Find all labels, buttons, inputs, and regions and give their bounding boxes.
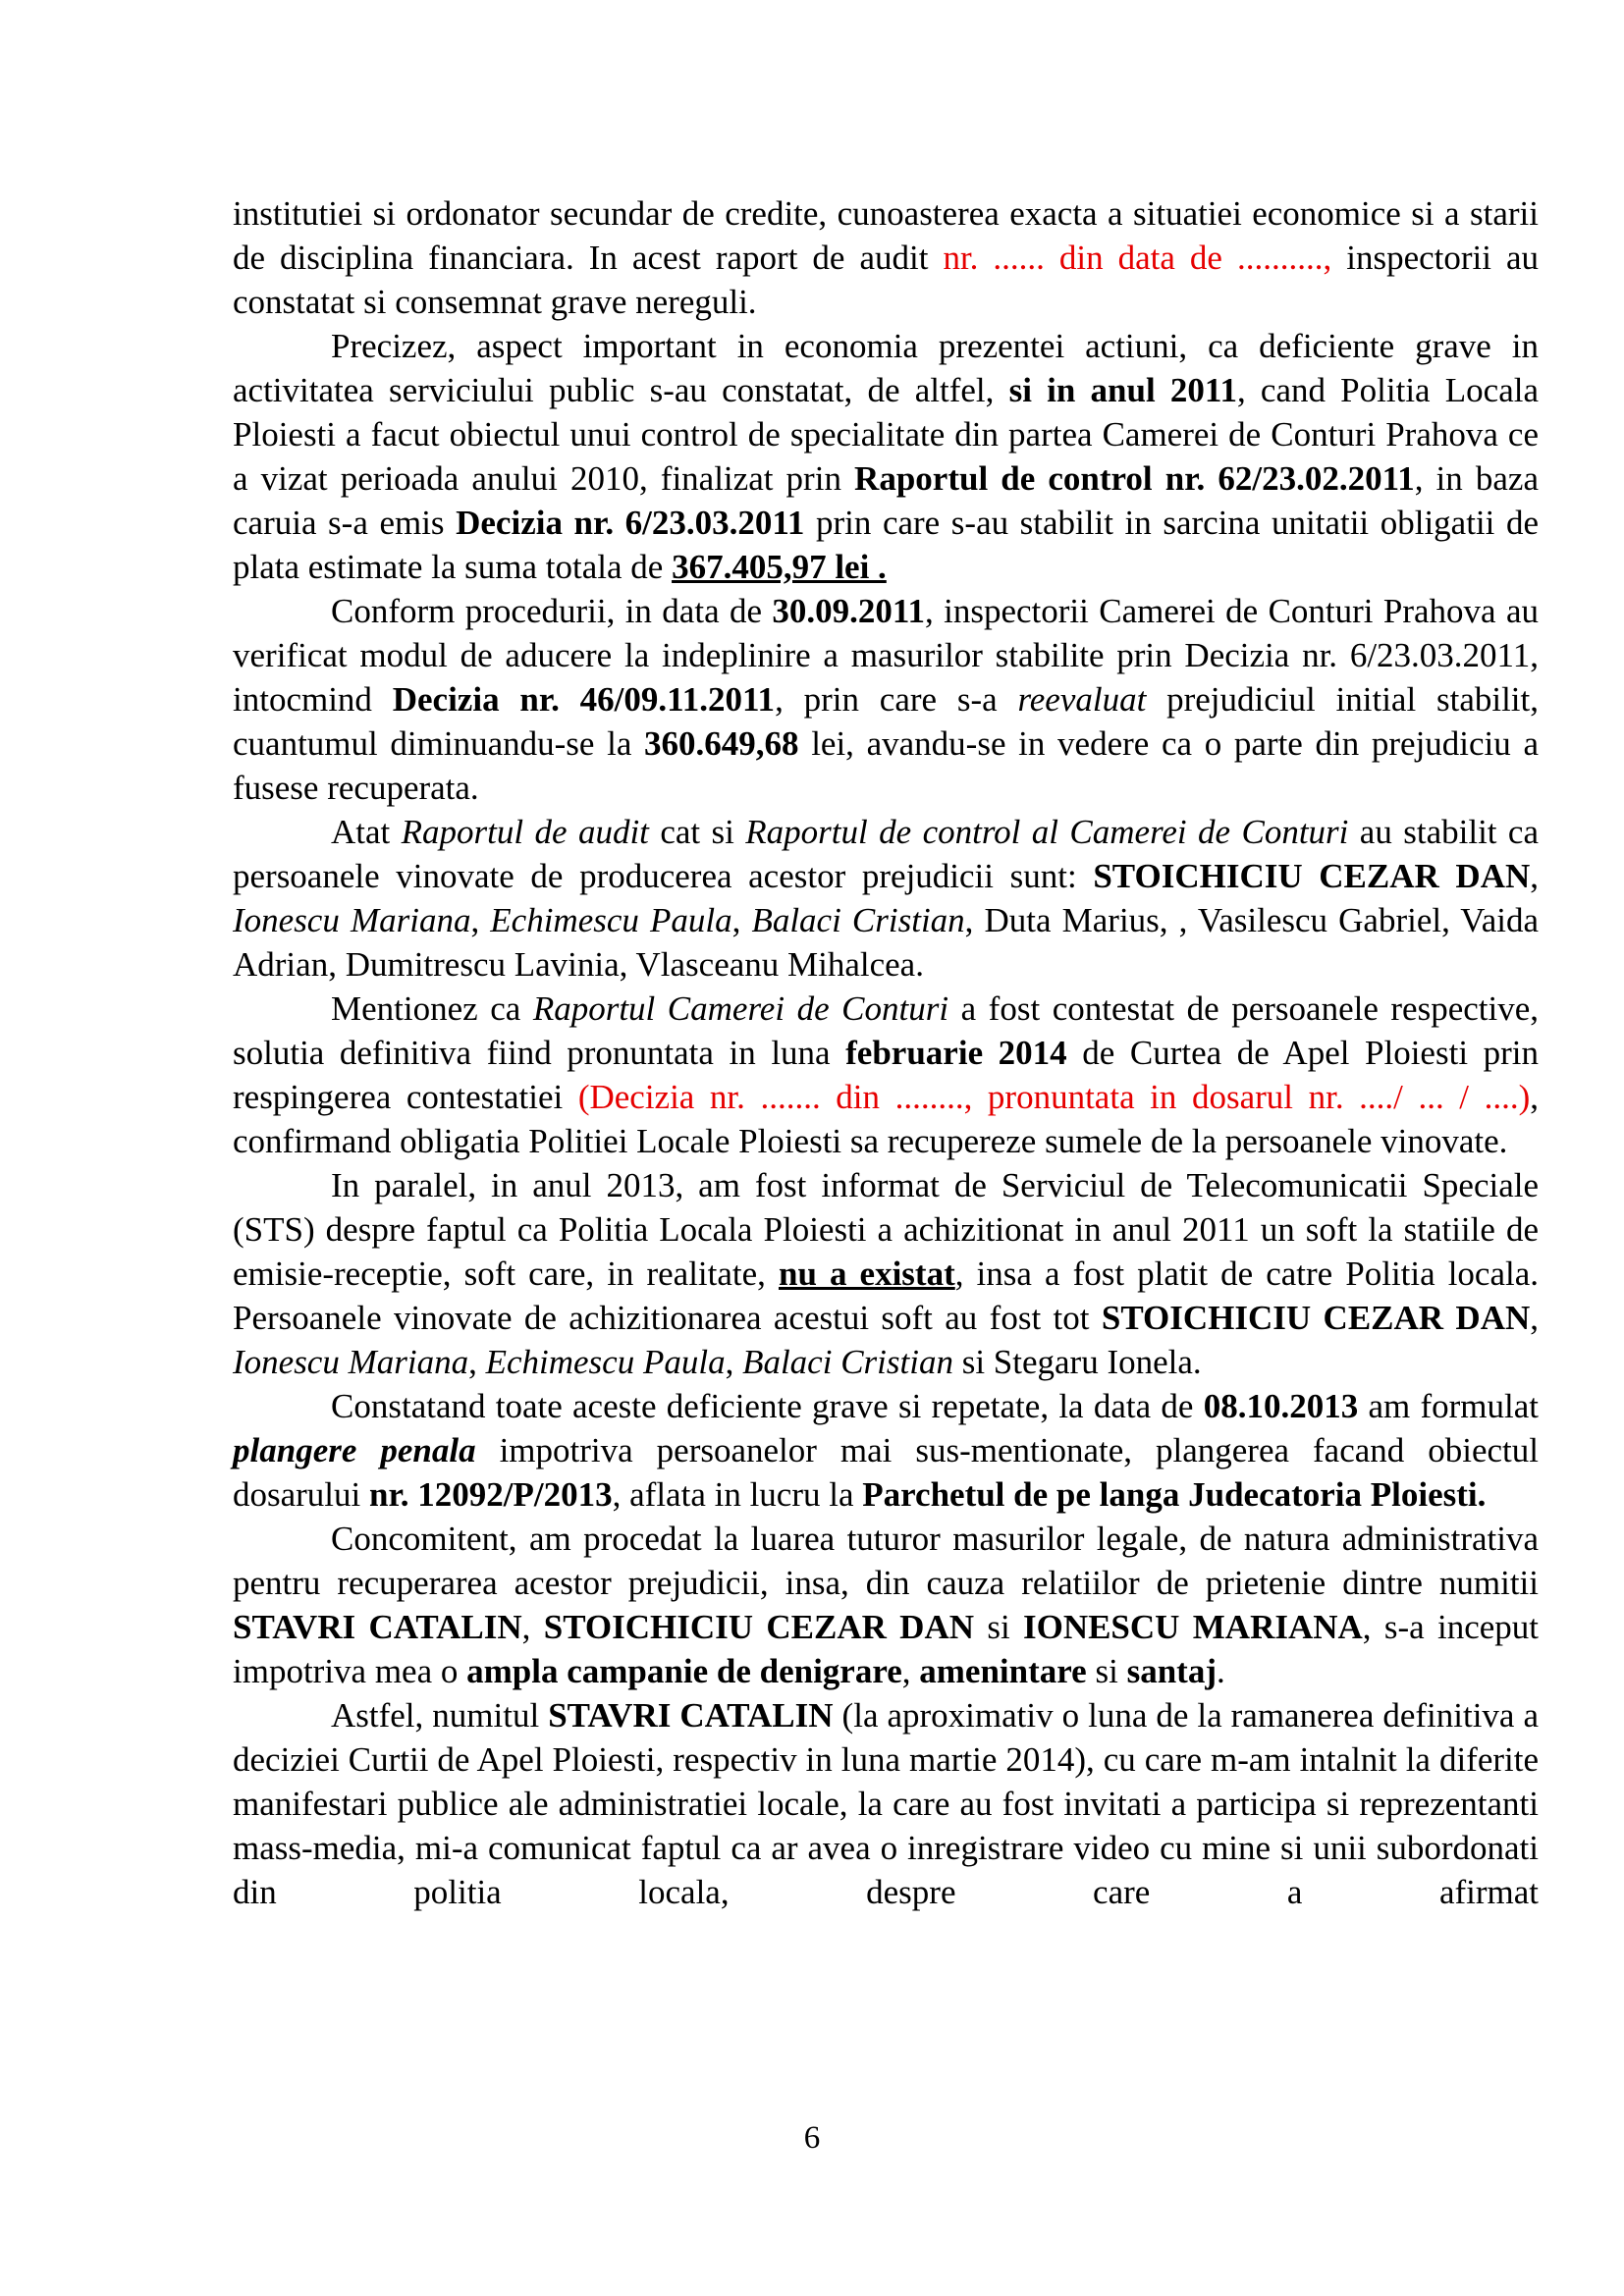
text-run: , prin care s-a xyxy=(775,680,1018,719)
text-run: si xyxy=(974,1608,1023,1646)
text-run: au stabilit ca persoanele vinovate de producerea acestor prejudicii sunt: xyxy=(233,813,1539,895)
text-run: si in anul 2011 xyxy=(1008,371,1237,409)
text-run: , confirmand obligatia Politiei Locale Ploiesti sa recupereze sumele de la persoanele vinovate. xyxy=(233,1078,1539,1160)
text-run: , cand Politia Locala Ploiesti a facut obiectul unui control de specialitate din partea Camerei de Conturi Prahova ce a vizat perioada anului 2010, finalizat prin xyxy=(233,371,1539,498)
text-run: STAVRI CATALIN xyxy=(548,1696,834,1735)
text-run: , xyxy=(901,1652,920,1690)
text-run: STOICHICIU CEZAR DAN xyxy=(543,1608,975,1646)
text-run: , xyxy=(521,1608,544,1646)
text-run: , xyxy=(725,1343,743,1381)
text-run: Balaci Cristian xyxy=(751,901,965,939)
text-run: , in baza caruia s-a emis xyxy=(233,459,1539,542)
text-run: institutiei si ordonator secundar de credite, cunoasterea exacta a situatiei economice si a starii de disciplina financiara. In acest raport de audit xyxy=(233,194,1539,277)
paragraph-5 xyxy=(233,987,1539,1163)
text-run: lei, avandu-se in vedere ca o parte din prejudiciu a fusese recuperata. xyxy=(233,724,1539,807)
text-run: Raportul Camerei de Conturi xyxy=(532,989,949,1028)
text-run: si xyxy=(1086,1652,1127,1690)
document-body xyxy=(233,191,1539,1914)
text-run: santaj xyxy=(1126,1652,1217,1690)
text-run: Ionescu Mariana xyxy=(233,901,471,939)
text-run: nu a existat xyxy=(778,1255,955,1293)
text-run: 367.405,97 lei . xyxy=(672,548,887,586)
text-run: , inspectorii Camerei de Conturi Prahova au verificat modul de aducere la indeplinire a masurilor stabilite prin Decizia nr. 6/23.03.2011, intocmind xyxy=(233,592,1539,719)
text-run: prejudiciul initial stabilit, cuantumul diminuandu-se la xyxy=(233,680,1539,763)
text-run: plangere penala xyxy=(233,1431,476,1469)
text-run: , aflata in lucru la xyxy=(612,1475,863,1514)
paragraph-6 xyxy=(233,1163,1539,1384)
text-run: . xyxy=(1216,1652,1225,1690)
paragraph-3 xyxy=(233,589,1539,810)
text-run: , Duta Marius, , Vasilescu Gabriel, Vaida Adrian, Dumitrescu Lavinia, Vlasceanu Mihalcea. xyxy=(233,901,1539,984)
text-run: Balaci Cristian xyxy=(742,1343,953,1381)
text-run: nr. 12092/P/2013 xyxy=(369,1475,613,1514)
text-run: , xyxy=(470,901,491,939)
text-run: Astfel, numitul xyxy=(331,1696,549,1735)
text-run: cat si xyxy=(648,813,746,851)
text-run: , xyxy=(1530,1299,1539,1337)
text-run: (Decizia nr. ....... din ........, pronuntata in dosarul nr. ..../ ... / ....) xyxy=(577,1078,1531,1116)
paragraph-7 xyxy=(233,1384,1539,1517)
text-run: Raportul de audit xyxy=(401,813,649,851)
paragraph-9 xyxy=(233,1693,1539,1914)
text-run: In paralel, in anul 2013, am fost informat de Serviciul de Telecomunicatii Speciale (STS) despre faptul ca Politia Locala Ploiesti a achizitionat in anul 2011 un soft la statiile de emisie-receptie, soft care, in realitate, xyxy=(233,1166,1539,1293)
paragraph-8 xyxy=(233,1517,1539,1693)
text-run: Concomitent, am procedat la luarea tuturor masurilor legale, de natura administrativa pentru recuperarea acestor prejudicii, insa, din cauza relatiilor de prietenie dintre numitii xyxy=(233,1520,1539,1602)
text-run: nr. ...... din data de .........., xyxy=(943,239,1332,277)
text-run: , insa a fost platit de catre Politia locala. Persoanele vinovate de achizitionarea acestui soft au fost tot xyxy=(233,1255,1540,1337)
text-run: STOICHICIU CEZAR DAN xyxy=(1093,857,1531,895)
text-run: Raportul de control nr. 62/23.02.2011 xyxy=(854,459,1415,498)
text-run: Ionescu Mariana xyxy=(233,1343,469,1381)
text-run: (la aproximativ o luna de la ramanerea definitiva a deciziei Curtii de Apel Ploiesti, respectiv in luna martie 2014), cu care m-am intalnit la diferite manifestari publice ale administratiei locale, la care au fost invitati a participa si reprezentanti mass-media, mi-a comunicat faptul ca ar avea o inregistrare video cu mine si unii subordonati din politia locala, despre care a afirmat xyxy=(233,1696,1540,1911)
text-run: reevaluat xyxy=(1017,680,1147,719)
text-run: februarie 2014 xyxy=(845,1034,1067,1072)
text-run: STOICHICIU CEZAR DAN xyxy=(1101,1299,1531,1337)
text-run: Decizia nr. 46/09.11.2011 xyxy=(392,680,776,719)
text-run: am formulat xyxy=(1358,1387,1539,1425)
text-run: a fost contestat de persoanele respective, solutia definitiva fiind pronuntata in luna xyxy=(233,989,1540,1072)
text-run: Mentionez ca xyxy=(331,989,533,1028)
text-run: 30.09.2011 xyxy=(772,592,925,630)
text-run: de Curtea de Apel Ploiesti prin respingerea contestatiei xyxy=(233,1034,1539,1116)
text-run: Parchetul de pe langa Judecatoria Ploiesti. xyxy=(862,1475,1487,1514)
text-run: si Stegaru Ionela. xyxy=(952,1343,1202,1381)
text-run: 08.10.2013 xyxy=(1203,1387,1359,1425)
paragraph-4 xyxy=(233,810,1539,987)
page-number: 6 xyxy=(803,2120,821,2156)
text-run: ampla campanie de denigrare xyxy=(466,1652,902,1690)
text-run: Decizia nr. 6/23.03.2011 xyxy=(456,504,805,542)
text-run: prin care s-au stabilit in sarcina unitatii obligatii de plata estimate la suma totala de xyxy=(233,504,1539,586)
text-run: Echimescu Paula xyxy=(490,901,732,939)
text-run: Precizez, aspect important in economia prezentei actiuni, ca deficiente grave in activitatea serviciului public s-au constatat, de altfel, xyxy=(233,327,1539,409)
paragraph-2 xyxy=(233,324,1539,589)
text-run: , s-a inceput impotriva mea o xyxy=(233,1608,1539,1690)
text-run: , xyxy=(468,1343,486,1381)
text-run: Echimescu Paula xyxy=(485,1343,726,1381)
text-run: IONESCU MARIANA xyxy=(1022,1608,1363,1646)
text-run: amenintare xyxy=(919,1652,1087,1690)
text-run: Atat xyxy=(331,813,402,851)
text-run: Constatand toate aceste deficiente grave si repetate, la data de xyxy=(331,1387,1204,1425)
text-run: , xyxy=(1530,857,1539,895)
text-run: STAVRI CATALIN xyxy=(233,1608,522,1646)
text-run: impotriva persoanelor mai sus-mentionate, plangerea facand obiectul dosarului xyxy=(233,1431,1539,1514)
text-run: , xyxy=(731,901,752,939)
text-run: inspectorii au constatat si consemnat grave nereguli. xyxy=(233,239,1540,321)
text-run: Raportul de control al Camerei de Conturi xyxy=(745,813,1349,851)
text-run: 360.649,68 xyxy=(644,724,799,763)
text-run: Conform procedurii, in data de xyxy=(331,592,773,630)
paragraph-1 xyxy=(233,191,1539,324)
